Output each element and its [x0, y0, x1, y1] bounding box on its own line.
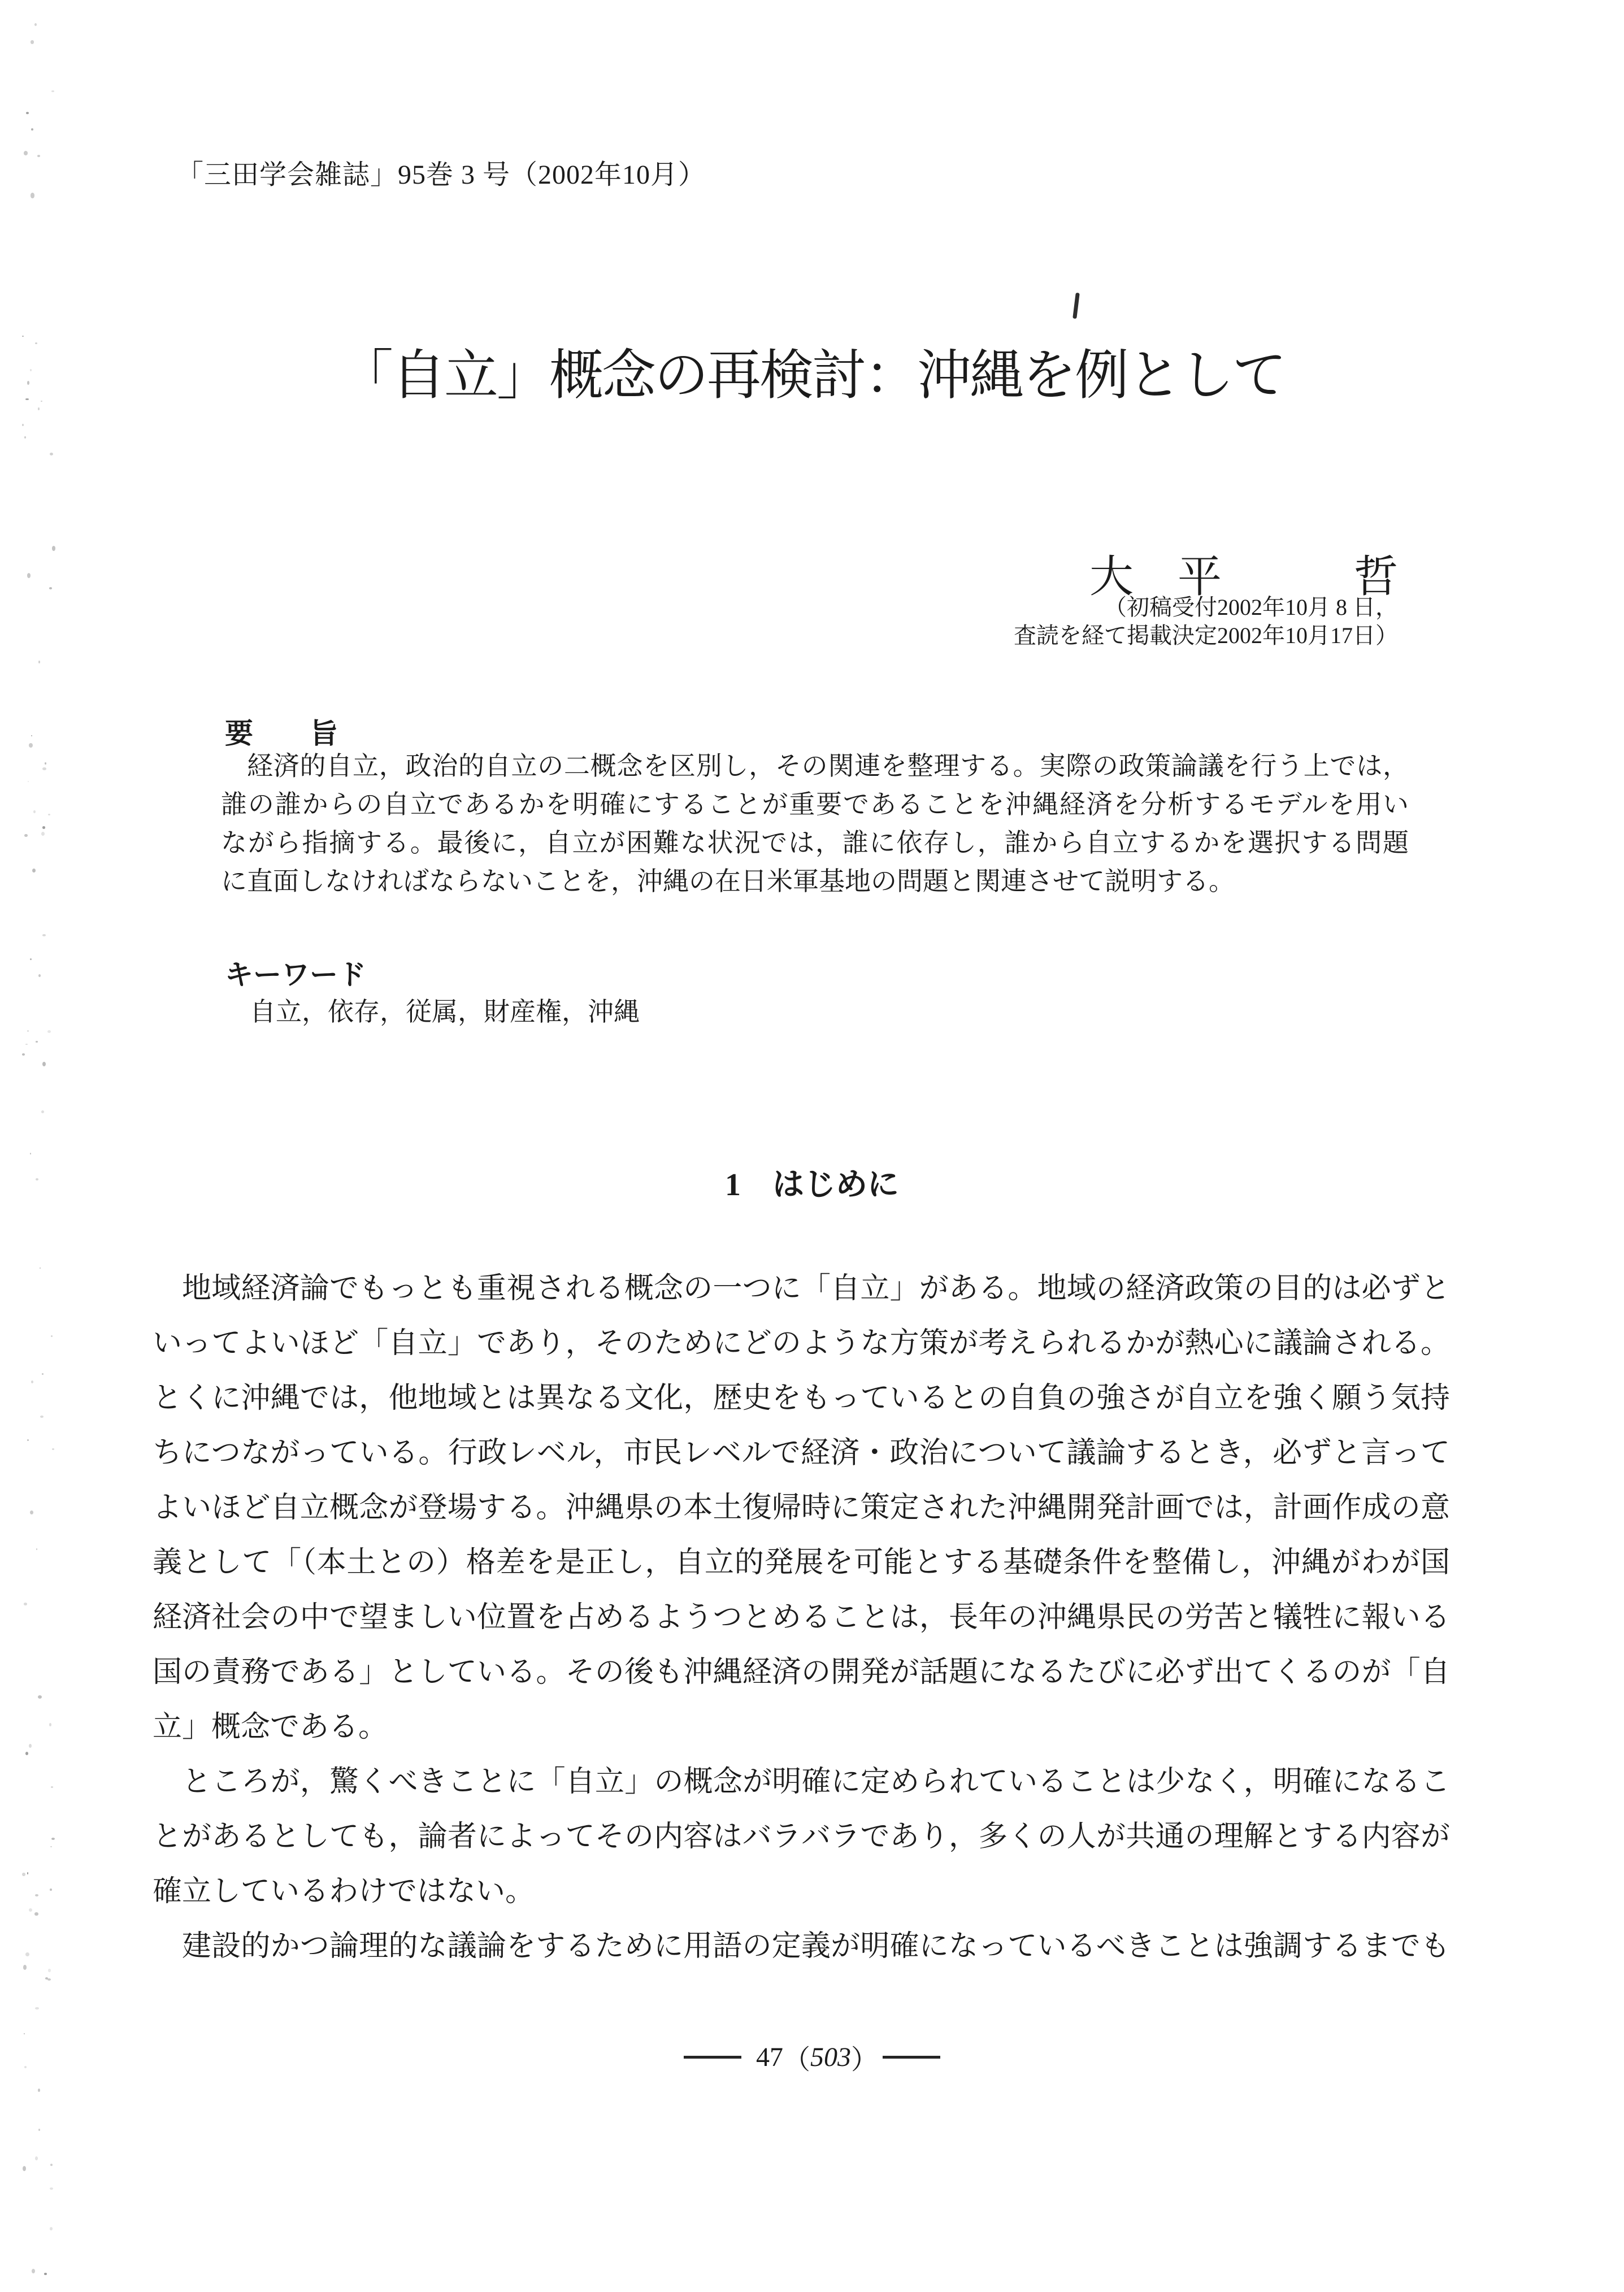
scan-speck: [28, 781, 29, 782]
footer-page-number: 47: [755, 2042, 783, 2072]
scan-speck: [38, 974, 41, 977]
scan-speck: [27, 381, 30, 385]
scan-speck: [45, 762, 46, 764]
scan-speck: [24, 2066, 27, 2069]
scan-speck: [25, 1752, 28, 1755]
scan-speck: [50, 2227, 53, 2230]
keywords-heading: キーワード: [225, 959, 366, 991]
scan-speck: [22, 1873, 25, 1876]
scan-speck: [49, 587, 53, 589]
scan-speck: [26, 112, 29, 114]
abstract-body: [221, 747, 1409, 901]
scan-speck: [34, 23, 37, 26]
scan-speck: [38, 2089, 41, 2092]
scan-speck: [42, 934, 46, 936]
body-text: [153, 1261, 1450, 1974]
scan-speck: [23, 2166, 27, 2172]
scan-speck: [50, 453, 53, 455]
scan-speck: [50, 1846, 52, 1847]
scan-speck: [48, 814, 51, 816]
abstract-line: 経済的自立，政治的自立の二概念を区別し，その関連を整理する。実際の政策論議を行う上では，: [247, 752, 1409, 780]
scan-speck: [29, 1908, 32, 1912]
scan-speck: [27, 1439, 29, 1441]
scan-speck: [47, 1030, 51, 1033]
scan-speck: [38, 407, 40, 410]
page-footer: [684, 2038, 940, 2077]
body-line: 地域経済論でもっとも重視される概念の一つに「自立」がある。地域の経済政策の目的は必ずと: [182, 1273, 1450, 1305]
scan-speck: [38, 661, 41, 663]
body-line: 義として「（本土との）格差を是正し，自立的発展を可能とする基礎条件を整備し，沖縄がわが国: [153, 1547, 1450, 1579]
scan-speck: [24, 2033, 25, 2035]
footer-rule-right: [883, 2056, 940, 2059]
body-line: 建設的かつ論理的な議論をするために用語の定義が明確になっているべきことは強調するまでも: [182, 1930, 1450, 1963]
scan-speck: [51, 1335, 52, 1337]
scan-speck: [31, 40, 34, 44]
scan-speck: [37, 155, 41, 157]
scan-speck: [40, 1416, 44, 1418]
scan-speck: [36, 1041, 37, 1042]
scan-speck: [24, 151, 28, 155]
body-line: 国の責務である」としている。その後も沖縄経済の開発が話題になるたびに必ず出てくるのが「自: [153, 1656, 1450, 1688]
scan-speck: [25, 1952, 29, 1956]
scan-speck: [31, 1381, 33, 1383]
scan-speck: [35, 2007, 38, 2009]
scan-speck: [25, 398, 28, 400]
scan-speck: [32, 869, 36, 872]
journal-header: 「三田学会雑誌」95巻 3 号（2002年10月）: [176, 160, 706, 190]
body-line: 立」概念である。: [153, 1711, 388, 1743]
scan-speck: [22, 1053, 25, 1056]
body-line: 経済社会の中で望ましい位置を占めるようつとめることは，長年の沖縄県民の労苦と犠牲に報いる: [153, 1601, 1450, 1634]
abstract-line: に直面しなければならないことを，沖縄の在日米軍基地の問題と関連させて説明する。: [221, 867, 1235, 896]
scan-speck: [29, 743, 33, 748]
scan-speck: [25, 1044, 28, 1045]
scan-speck: [30, 369, 32, 371]
scan-speck: [31, 193, 34, 198]
scan-speck: [42, 1373, 44, 1375]
footer-paren-open: （: [783, 2045, 810, 2075]
scan-speck: [29, 1744, 32, 1748]
scan-speck: [30, 1153, 31, 1154]
scan-speck: [27, 1030, 29, 1032]
scan-speck: [36, 1548, 37, 1550]
received-note: [1014, 593, 1398, 650]
scan-speck: [35, 2156, 38, 2160]
abstract-line: 誰の誰からの自立であるかを明確にすることが重要であることを沖縄経済を分析するモデルを用い: [221, 790, 1409, 819]
scan-speck: [24, 436, 26, 439]
scan-speck: [51, 1786, 53, 1788]
scan-speck: [45, 1977, 48, 1980]
abstract-heading: 要 旨: [225, 718, 338, 749]
scan-speck: [51, 1838, 55, 1840]
scan-speck: [42, 1062, 46, 1066]
scan-speck: [35, 342, 37, 344]
scan-speck: [44, 2273, 47, 2276]
body-line: とがあるとしても，論者によってその内容はバラバラであり，多くの人が共通の理解とする内容が: [153, 1821, 1450, 1853]
scan-speck: [23, 1965, 27, 1969]
footer-paren-close: ）: [851, 2045, 879, 2075]
scan-speck: [22, 336, 23, 337]
scan-artifact-tick: [1072, 293, 1080, 319]
body-line: ところが，驚くべきことに「自立」の概念が明確に定められていることは少なく，明確になるこ: [182, 1766, 1450, 1798]
body-line: ちにつながっている。行政レベル，市民レベルで経済・政治について議論するとき，必ずと言って: [153, 1437, 1450, 1469]
scan-speck: [49, 1723, 52, 1726]
body-line: よいほど自立概念が登場する。沖縄県の本土復帰時に策定された沖縄開発計画では，計画作成の意: [153, 1492, 1450, 1524]
scan-speck: [40, 1267, 41, 1269]
scan-speck: [42, 767, 46, 771]
scan-speck: [50, 2164, 52, 2166]
footer-page-number-alt: 503: [810, 2042, 851, 2072]
scan-speck: [24, 834, 27, 837]
scan-speck: [42, 826, 46, 829]
scan-speck: [41, 832, 45, 836]
scan-speck: [24, 1603, 27, 1605]
scan-speck: [41, 1110, 45, 1114]
scan-speck: [31, 735, 32, 736]
scan-speck: [52, 546, 56, 551]
scan-speck: [50, 1889, 51, 1891]
scan-speck: [38, 2129, 41, 2130]
scan-speck: [34, 1912, 38, 1916]
scan-speck: [22, 424, 24, 426]
section-heading-introduction: 1 はじめに: [725, 1167, 899, 1203]
scan-speck: [32, 2269, 35, 2273]
body-line: 確立しているわけではない。: [153, 1876, 535, 1908]
keywords-list: 自立，依存，従属，財産権，沖縄: [250, 997, 640, 1026]
scan-speck: [33, 810, 36, 813]
scan-speck: [27, 573, 31, 578]
abstract-line: ながら指摘する。最後に，自立が困難な状況では，誰に依存し，誰から自立するかを選択する問題: [221, 828, 1409, 857]
author-name: 大 平 哲: [1089, 552, 1398, 601]
scan-speck: [50, 2187, 53, 2190]
scan-speck: [36, 1178, 38, 1180]
paper-title: 「自立」概念の再検討：沖縄を例として: [339, 345, 1285, 406]
scan-speck: [51, 90, 54, 93]
scan-speck: [30, 1510, 34, 1514]
scan-speck: [35, 1894, 38, 1896]
scan-speck: [31, 128, 33, 131]
scan-speck: [27, 1872, 29, 1874]
received-note-line1: （初稿受付2002年10月 8 日，: [1104, 594, 1398, 620]
body-line: とくに沖縄では，他地域とは異なる文化，歴史をもっているとの自負の強さが自立を強く願う気持: [153, 1382, 1450, 1414]
body-line: いってよいほど「自立」であり，そのためにどのような方策が考えられるかが熱心に議論される。: [153, 1327, 1450, 1360]
footer-rule-left: [684, 2056, 741, 2059]
scan-speck: [30, 958, 31, 960]
scan-speck: [52, 1448, 54, 1450]
received-note-line2: 査読を経て掲載決定2002年10月17日）: [1014, 623, 1398, 648]
scan-speck: [38, 1695, 42, 1699]
scan-speck: [48, 1969, 50, 1972]
scan-speck: [41, 401, 42, 402]
